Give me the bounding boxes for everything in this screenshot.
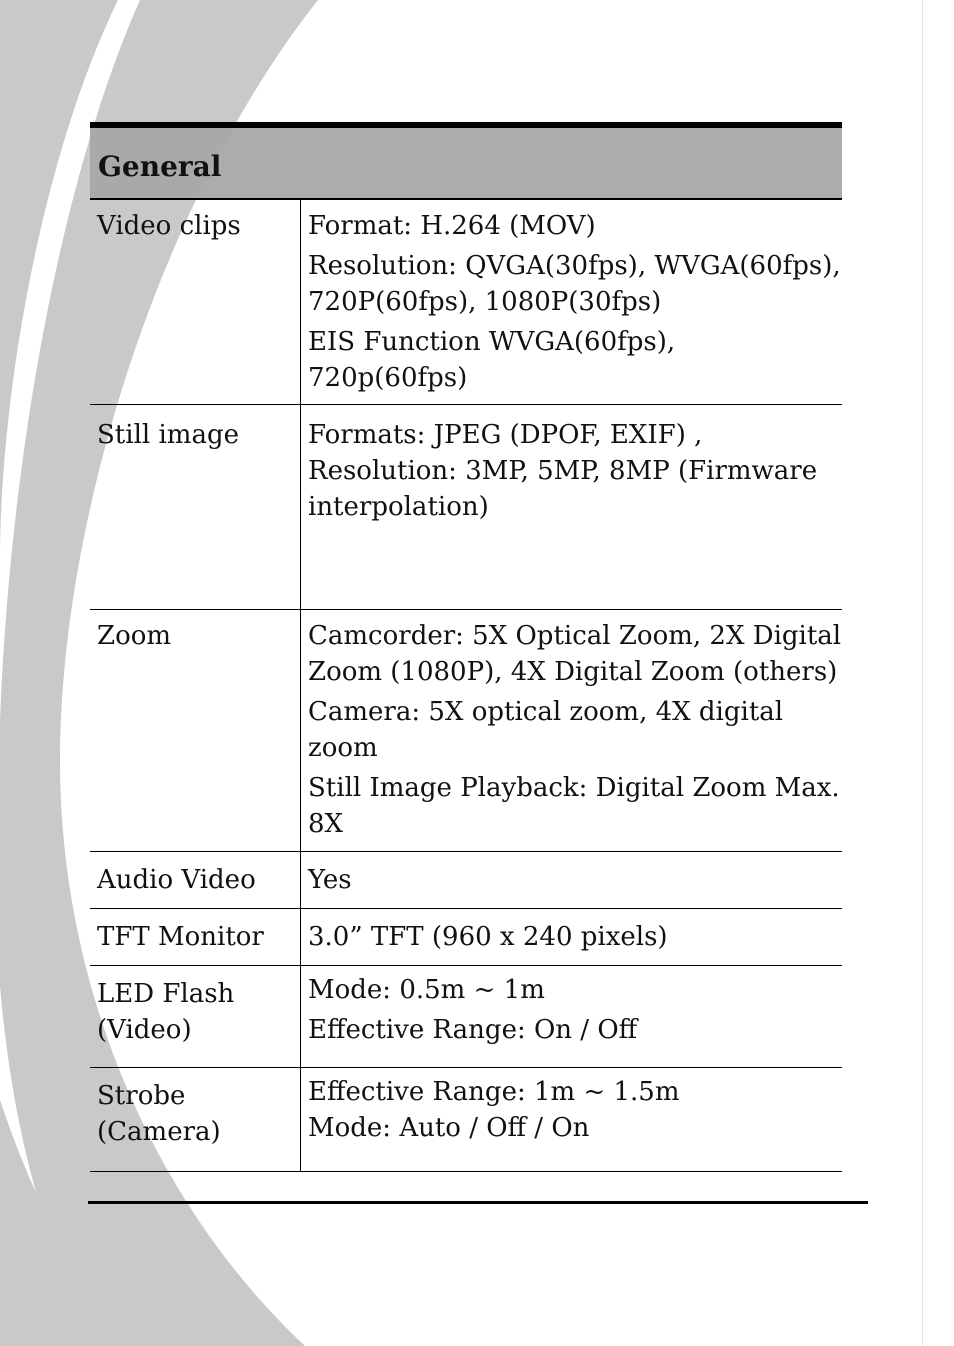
row-label: Still image	[90, 404, 301, 609]
table-row	[90, 404, 842, 609]
page-bottom-rule	[88, 1201, 868, 1204]
value-line: 3.0” TFT (960 x 240 pixels)	[308, 921, 668, 952]
page-edge-line	[922, 0, 923, 1346]
row-value	[301, 908, 843, 965]
value-line: Effective Range: 1m ~ 1.5m	[308, 1076, 680, 1107]
value-line: EIS Function WVGA(60fps), 720p(60fps)	[308, 327, 676, 393]
table-row	[90, 1067, 842, 1171]
table-row	[90, 609, 842, 851]
row-value	[301, 199, 843, 404]
row-label: LED Flash (Video)	[90, 965, 301, 1067]
value-line: Camera: 5X optical zoom, 4X digital zoom	[308, 696, 784, 763]
section-title: General	[98, 150, 222, 183]
row-value	[301, 609, 843, 851]
table-header-cell	[90, 125, 842, 199]
row-value	[301, 404, 843, 609]
table-row	[90, 908, 842, 965]
row-value	[301, 965, 843, 1067]
row-label: Strobe (Camera)	[90, 1067, 301, 1171]
table-row	[90, 965, 842, 1067]
row-label: TFT Monitor	[90, 908, 301, 965]
value-line: Effective Range: On / Off	[308, 1014, 638, 1045]
row-value	[301, 1067, 843, 1171]
row-label: Audio Video	[90, 851, 301, 908]
general-spec-table	[90, 122, 842, 1172]
value-line: Resolution: QVGA(30fps), WVGA(60fps), 720P(60fps), 1080P(30fps)	[308, 251, 841, 317]
value-line: Formats: JPEG (DPOF, EXIF) , Resolution: 3MP, 5MP, 8MP (Firmware interpolation)	[308, 419, 818, 522]
value-line: Yes	[308, 864, 352, 895]
row-label: Video clips	[90, 199, 301, 404]
row-value	[301, 851, 843, 908]
value-line: Mode: Auto / Off / On	[308, 1112, 590, 1143]
row-label: Zoom	[90, 609, 301, 851]
table-header-row	[90, 125, 842, 199]
value-line: Format: H.264 (MOV)	[308, 211, 596, 241]
value-line: Still Image Playback: Digital Zoom Max. 8X	[308, 772, 840, 839]
value-line: Mode: 0.5m ~ 1m	[308, 974, 545, 1005]
table-row	[90, 199, 842, 404]
value-line: Camcorder: 5X Optical Zoom, 2X Digital Zoom (1080P), 4X Digital Zoom (others)	[308, 620, 842, 687]
table-row	[90, 851, 842, 908]
